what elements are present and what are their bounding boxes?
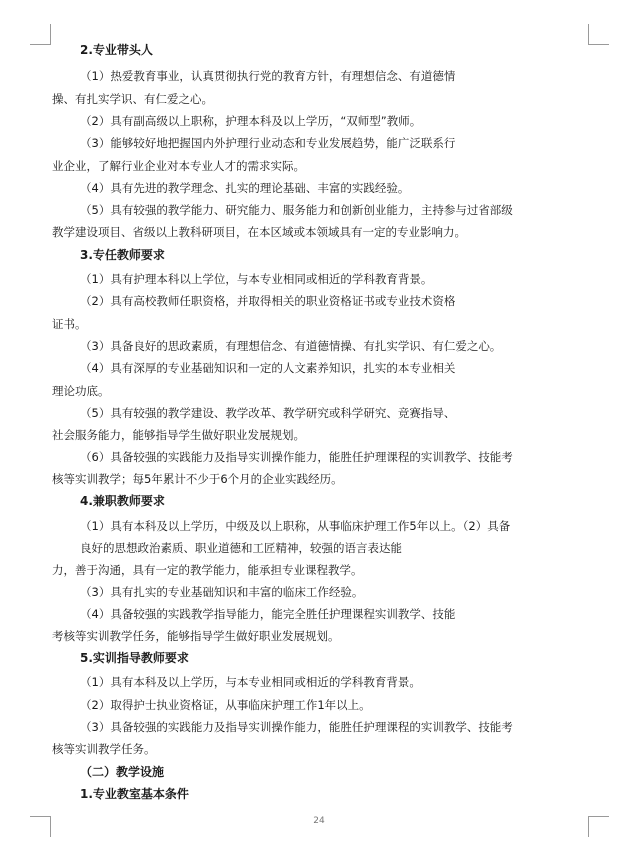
text-line: 核等实训教学任务。 bbox=[52, 742, 156, 756]
text-line: （1）具有本科及以上学历，与本专业相同或相近的学科教育背景。 bbox=[80, 675, 421, 689]
text-line: （2）具有副高级以上职称，护理本科及以上学历，“双师型”教师。 bbox=[80, 114, 422, 128]
text-line: 核等实训教学；每5年累计不少于6个月的企业实践经历。 bbox=[52, 472, 343, 486]
text-line: （2）具有高校教师任职资格，并取得相关的职业资格证书或专业技术资格 bbox=[80, 294, 456, 308]
heading-training-instructor: 5.实训指导教师要求 bbox=[80, 651, 189, 665]
text-line: （3）具有扎实的专业基础知识和丰富的临床工作经验。 bbox=[80, 585, 364, 599]
heading-lead-teacher: 2.专业带头人 bbox=[80, 43, 153, 57]
text-line: （4）具有先进的教学理念、扎实的理论基础、丰富的实践经验。 bbox=[80, 181, 410, 195]
text-line: 良好的思想政治素质、职业道德和工匠精神，较强的语言表达能 bbox=[80, 541, 402, 555]
text-line: （5）具有较强的教学建设、教学改革、教学研究或科学研究、竞赛指导、 bbox=[80, 406, 456, 420]
heading-parttime-teacher: 4.兼职教师要求 bbox=[80, 494, 165, 508]
text-line: （3）具备较强的实践能力及指导实训操作能力，能胜任护理课程的实训教学、技能考 bbox=[80, 720, 513, 734]
text-line: 教学建设项目、省级以上教科研项目，在本区域或本领域具有一定的专业影响力。 bbox=[52, 225, 466, 239]
text-line: （4）具有深厚的专业基础知识和一定的人文素养知识，扎实的本专业相关 bbox=[80, 361, 456, 375]
text-line: （1）具有护理本科以上学位，与本专业相同或相近的学科教育背景。 bbox=[80, 272, 433, 286]
text-line: 理论功底。 bbox=[52, 384, 110, 398]
text-line: （6）具备较强的实践能力及指导实训操作能力，能胜任护理课程的实训教学、技能考 bbox=[80, 450, 513, 464]
text-line: （4）具备较强的实践教学指导能力，能完全胜任护理课程实训教学、技能 bbox=[80, 607, 456, 621]
text-line: （1）具有本科及以上学历，中级及以上职称，从事临床护理工作5年以上。（2）具备 bbox=[80, 519, 511, 533]
heading-teaching-facilities: （二）教学设施 bbox=[80, 765, 165, 779]
crop-mark-top-left bbox=[30, 24, 51, 45]
text-line: （2）取得护士执业资格证，从事临床护理工作1年以上。 bbox=[80, 698, 371, 712]
text-line: （5）具有较强的教学能力、研究能力、服务能力和创新创业能力，主持参与过省部级 bbox=[80, 203, 513, 217]
page-number: 24 bbox=[313, 816, 325, 826]
text-line: （3）能够较好地把握国内外护理行业动态和专业发展趋势，能广泛联系行 bbox=[80, 136, 456, 150]
text-line: 业企业，了解行业企业对本专业人才的需求实际。 bbox=[52, 159, 305, 173]
text-line: 社会服务能力，能够指导学生做好职业发展规划。 bbox=[52, 428, 305, 442]
text-line: （3）具备良好的思政素质，有理想信念、有道德情操、有扎实学识、有仁爱之心。 bbox=[80, 339, 502, 353]
heading-classroom-conditions: 1.专业教室基本条件 bbox=[80, 787, 189, 801]
text-line: 考核等实训教学任务，能够指导学生做好职业发展规划。 bbox=[52, 629, 340, 643]
text-line: （1）热爱教育事业，认真贯彻执行党的教育方针，有理想信念、有道德情 bbox=[80, 69, 456, 83]
crop-mark-top-right bbox=[588, 24, 609, 45]
text-line: 操、有扎实学识、有仁爱之心。 bbox=[52, 92, 213, 106]
heading-fulltime-teacher: 3.专任教师要求 bbox=[80, 248, 165, 262]
text-line: 证书。 bbox=[52, 317, 87, 331]
text-line: 力，善于沟通，具有一定的教学能力，能承担专业课程教学。 bbox=[52, 563, 363, 577]
